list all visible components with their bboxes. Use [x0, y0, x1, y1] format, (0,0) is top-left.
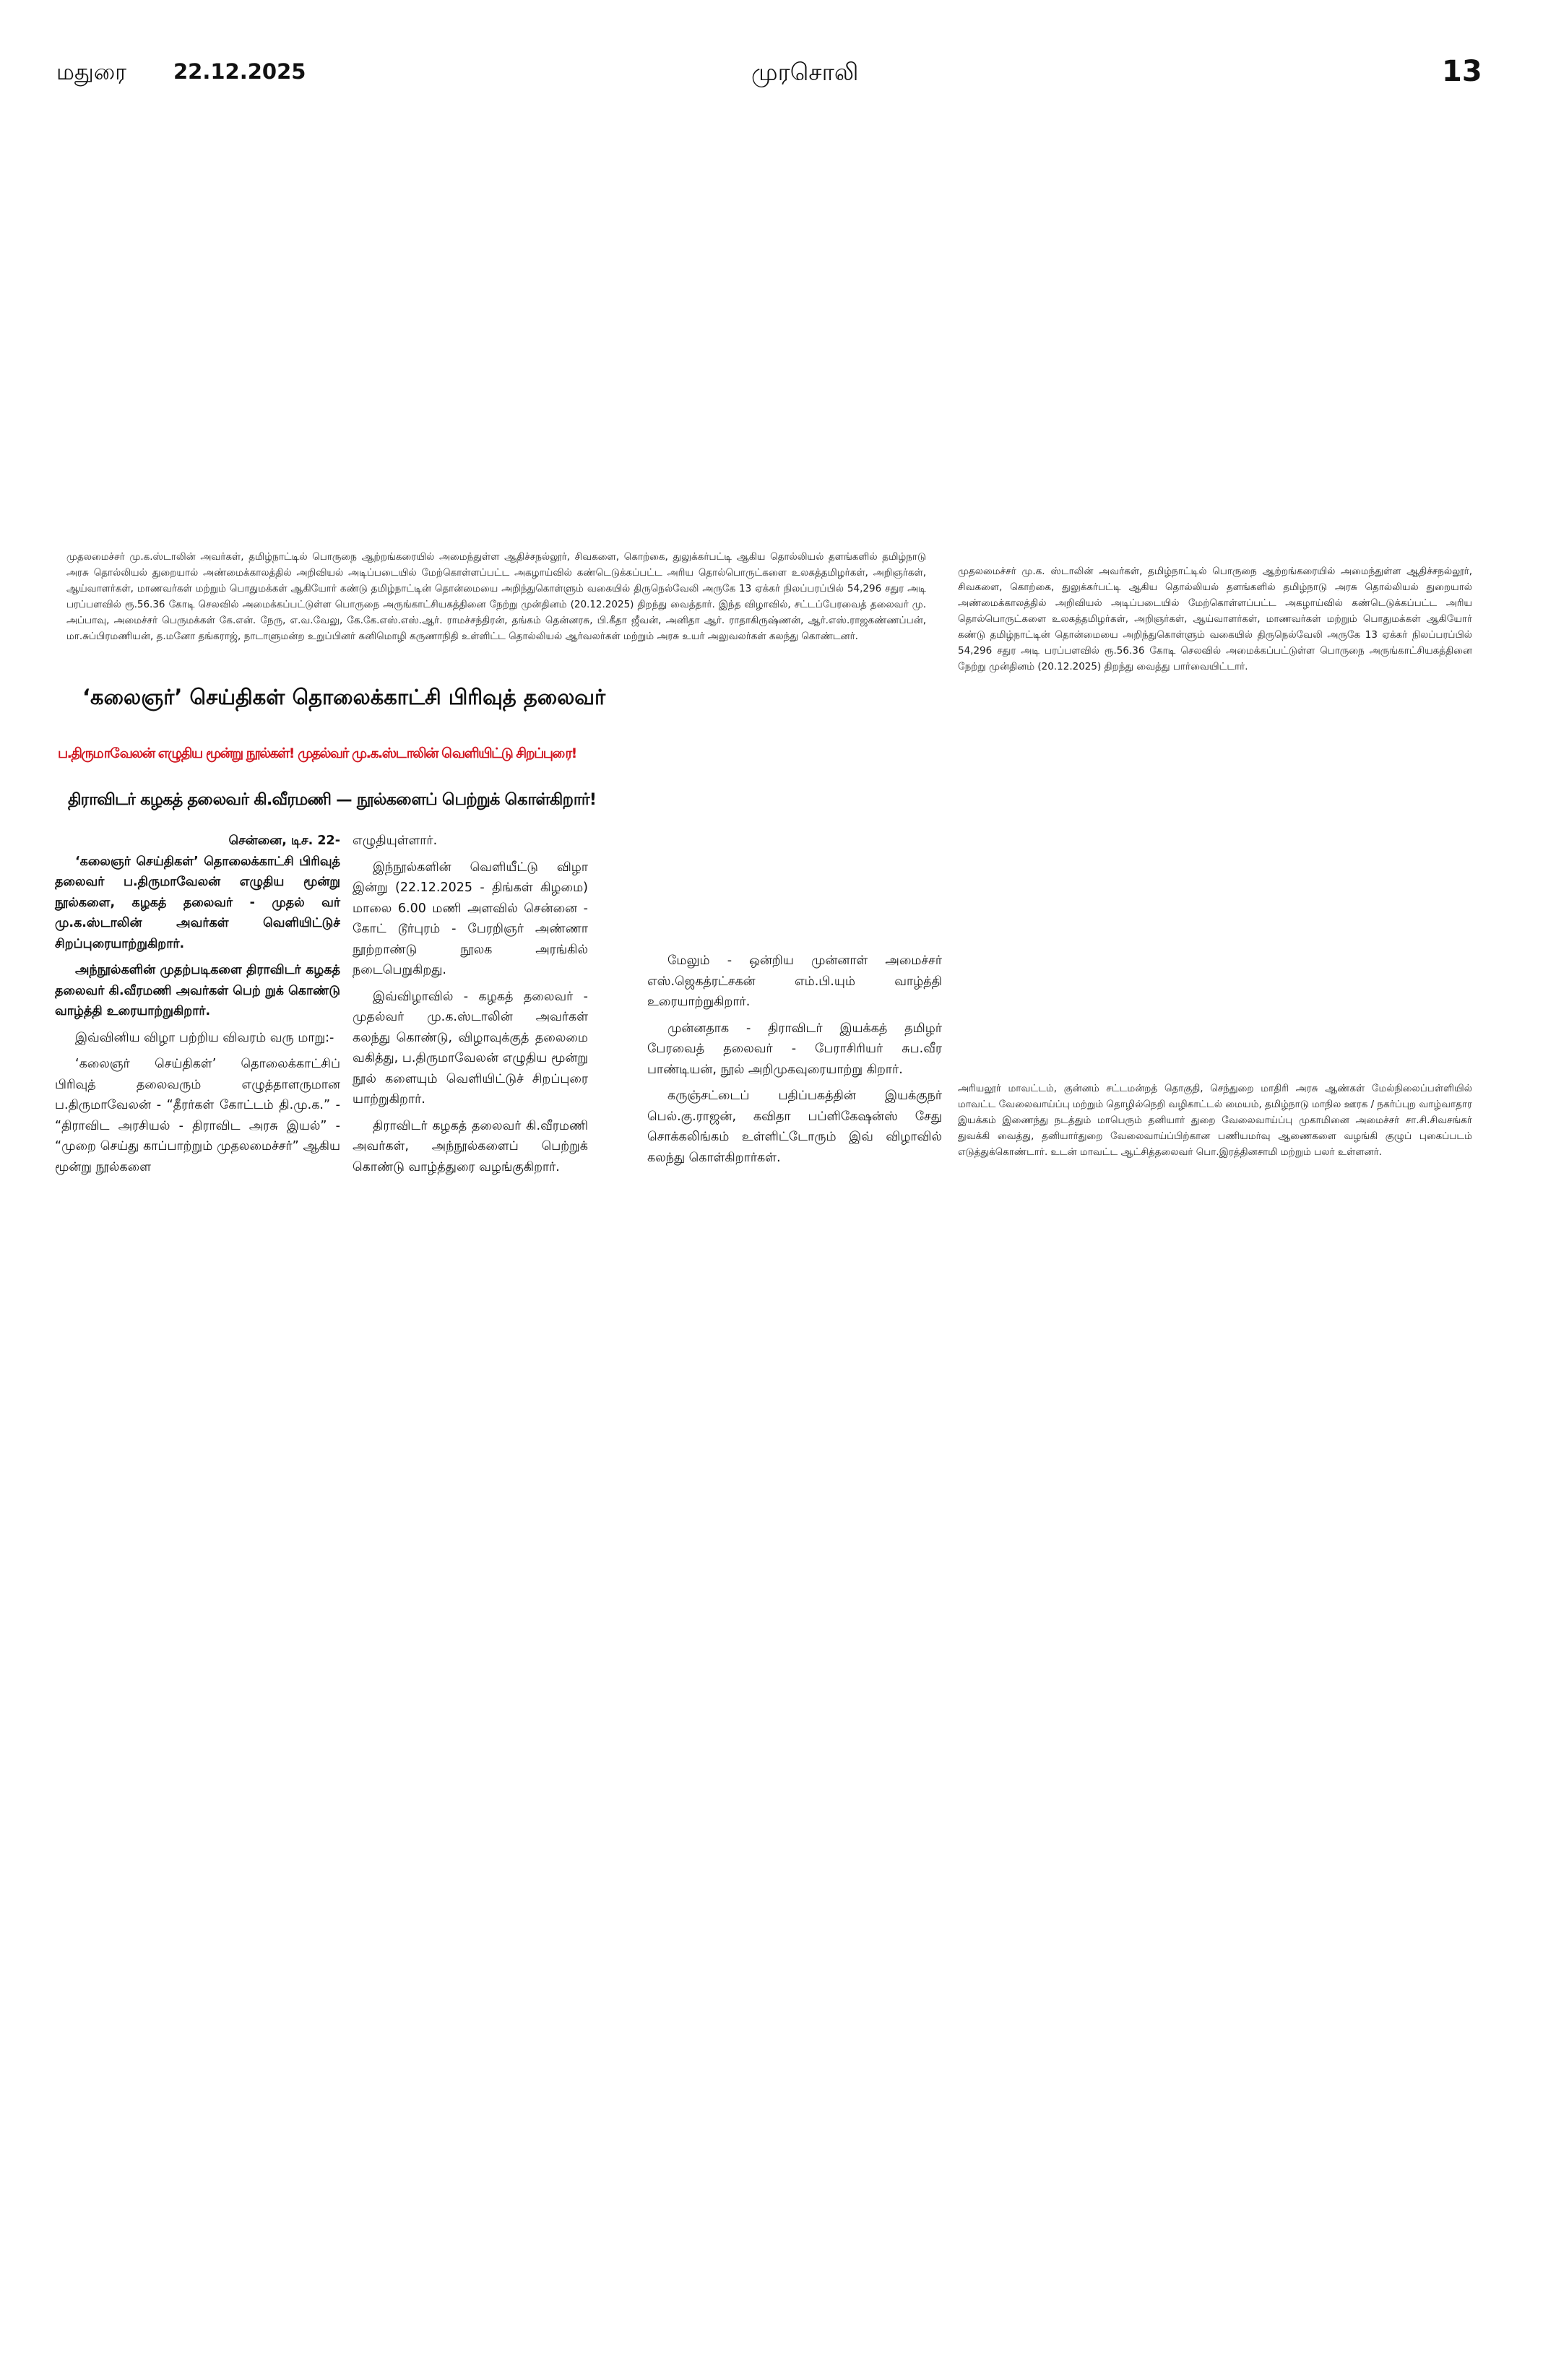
header-date: 22.12.2025: [173, 59, 306, 84]
article-paragraph: ‘கலைஞர் செய்திகள்’ தொலைக்காட்சி பிரிவுத் தலைவர் ப.திருமாவேலன் எழுதிய மூன்று நூல்களை, கழகத் தலைவர் - முதல் வர் மு.க.ஸ்டாலின் அவர்கள் வெளியிட்டுச் சிறப்புரையாற்றுகிறார்.: [55, 854, 340, 951]
article-headline: ப.திருமாவேலன் எழுதிய மூன்று நூல்கள்! முதல்வர் மு.க.ஸ்டாலின் வெளியிட்டு சிறப்புரை!: [58, 745, 576, 761]
article-paragraph: இந்நூல்களின் வெளியீட்டு விழா இன்று (22.12.2025 - திங்கள் கிழமை) மாலை 6.00 மணி அளவில் சென்னை - கோட் டூர்புரம் - பேரறிஞர் அண்ணா நூற்றாண்டு நூலக அரங்கில் நடைபெறுகிறது.: [353, 860, 588, 977]
article-dateline: சென்னை, டிச. 22-: [228, 834, 340, 848]
article-paragraph: எழுதியுள்ளார்.: [353, 834, 438, 848]
photo-caption-right-bottom: அரியலூர் மாவட்டம், குன்னம் சட்டமன்றத் தொகுதி, செந்துறை மாதிரி அரசு ஆண்கள் மேல்நிலைப்பள்ளியில் மாவட்ட வேலைவாய்ப்பு மற்றும் தொழில்நெறி வழிகாட்டல் மையம், தமிழ்நாடு மாநில ஊரக / நகர்ப்புற வாழ்வாதார இயக்கம் இணைந்து நடத்தும் மாபெரும் தனியார் துறை வேலைவாய்ப்பு முகாமினை அமைச்சர் சா.சி.சிவசங்கர் துவக்கி வைத்து, தனியார்துறை வேலைவாய்ப்பிற்கான பணியமர்வு ஆணைகளை வழங்கி குழுப் புகைப்படம் எடுத்துக்கொண்டார். உடன் மாவட்ட ஆட்சித்தலைவர் பொ.இரத்தினசாமி மற்றும் பலர் உள்ளனர்.: [958, 1083, 1472, 1158]
photo-caption-right-top: முதலமைச்சர் மு.க. ஸ்டாலின் அவர்கள், தமிழ்நாட்டில் பொருநை ஆற்றங்கரையில் அமைந்துள்ள ஆதிச்சநல்லூர், சிவகளை, கொற்கை, துலுக்கர்பட்டி ஆகிய தொல்லியல் தளங்களில் தமிழ்நாடு அரசு தொல்லியல் துறையால் அண்மைக்காலத்தில் அறிவியல் அடிப்படையில் மேற்கொள்ளப்பட்ட அகழாய்வில் கண்டெடுக்கப்பட்ட அரிய தொல்பொருட்களை உலகத்தமிழர்கள், அறிஞர்கள், ஆய்வாளர்கள், மாணவர்கள் மற்றும் பொதுமக்கள் ஆகியோர் கண்டு தமிழ்நாட்டின் தொன்மையை அறிந்துகொள்ளும் வகையில் திருநெல்வேலி அருகே 13 ஏக்கர் நிலப்பரப்பில் 54,296 சதுர அடி பரப்பளவில் ரூ.56.36 கோடி செலவில் அமைக்கப்பட்டுள்ள பொருநை அருங்காட்சியகத்தினை நேற்று முன்தினம் (20.12.2025) திறந்து வைத்து பார்வையிட்டார்.: [958, 566, 1472, 672]
article-paragraph: கருஞ்சட்டைப் பதிப்பகத்தின் இயக்குநர் பெல்.கு.ராஜன், கவிதா பப்ளிகேஷன்ஸ் சேது சொக்கலிங்கம் உள்ளிட்டோரும் இவ் விழாவில் கலந்து கொள்கிறார்கள்.: [647, 1089, 942, 1165]
article-paragraph: இவ்வினிய விழா பற்றிய விவரம் வரு மாறு:-: [75, 1030, 334, 1045]
article-paragraph: முன்னதாக - திராவிடர் இயக்கத் தமிழர் பேரவைத் தலைவர் - பேராசிரியர் சுப.வீர பாண்டியன், நூல் அறிமுகவுரையாற்று கிறார்.: [647, 1021, 942, 1077]
article-column-3: [647, 951, 942, 1174]
photo-caption-left: முதலமைச்சர் மு.க.ஸ்டாலின் அவர்கள், தமிழ்நாட்டில் பொருநை ஆற்றங்கரையில் அமைந்துள்ள ஆதிச்சநல்லூர், சிவகளை, கொற்கை, துலுக்கர்பட்டி ஆகிய தொல்லியல் தளங்களில் தமிழ்நாடு அரசு தொல்லியல் துறையால் அண்மைக்காலத்தில் அறிவியல் அடிப்படையில் மேற்கொள்ளப்பட்ட அகழாய்வில் கண்டெடுக்கப்பட்ட அரிய தொல்பொருட்களை உலகத்தமிழர்கள், அறிஞர்கள், ஆய்வாளர்கள், மாணவர்கள் மற்றும் பொதுமக்கள் ஆகியோர் கண்டு தமிழ்நாட்டின் தொன்மையை அறிந்துகொள்ளும் வகையில் திருநெல்வேலி அருகே 13 ஏக்கர் நிலப்பரப்பில் 54,296 சதுர அடி பரப்பளவில் ரூ.56.36 கோடி செலவில் அமைக்கப்பட்டுள்ள பொருநை அருங்காட்சியகத்தினை நேற்று முன்தினம் (20.12.2025) திறந்து வைத்தார். இந்த விழாவில், சட்டப்பேரவைத் தலைவர் மு. அப்பாவு, அமைச்சர் பெருமக்கள் கே.என். நேரு, எ.வ.வேலு, கே.கே.எஸ்.எஸ்.ஆர். ராமச்சந்திரன், தங்கம் தென்னரசு, பி.கீதா ஜீவன், அனிதா ஆர். ராதாகிருஷ்ணன், ஆர்.எஸ்.ராஜகண்ணப்பன், மா.சுப்பிரமணியன், த.மனோ தங்கராஜ், நாடாளுமன்ற உறுப்பினர் கனிமொழி கருணாநிதி உள்ளிட்ட தொல்லியல் ஆர்வலர்கள் மற்றும் அரசு உயர் அலுவலர்கள் கலந்து கொண்டனர்.: [66, 551, 926, 642]
article-paragraph: மேலும் - ஒன்றிய முன்னாள் அமைச்சர் எஸ்.ஜெகத்ரட்சகன் எம்.பி.யும் வாழ்த்தி உரையாற்றுகிறார்.: [647, 953, 942, 1009]
article-paragraph: அந்நூல்களின் முதற்படிகளை திராவிடர் கழகத் தலைவர் கி.வீரமணி அவர்கள் பெற் றுக் கொண்டு வாழ்த்தி உரையாற்றுகிறார்.: [55, 963, 340, 1018]
article-paragraph: இவ்விழாவில் - கழகத் தலைவர் - முதல்வர் மு.க.ஸ்டாலின் அவர்கள் கலந்து கொண்டு, விழாவுக்குத் தலைமை வகித்து, ப.திருமாவேலன் எழுதிய மூன்று நூல் களையும் வெளியிட்டுச் சிறப்புரை யாற்றுகிறார்.: [353, 989, 588, 1107]
article-column-2: [353, 831, 588, 1183]
header-city: மதுரை: [56, 59, 127, 85]
header-paper-name: முரசொலி: [751, 58, 859, 86]
article-paragraph: திராவிடர் கழகத் தலைவர் கி.வீரமணி அவர்கள், அந்நூல்களைப் பெற்றுக் கொண்டு வாழ்த்துரை வழங்குகிறார்.: [353, 1118, 588, 1174]
article-column-1: [55, 831, 340, 1183]
header-page-number: 13: [1442, 55, 1482, 88]
article-kicker: ‘கலைஞர்’ செய்திகள் தொலைக்காட்சி பிரிவுத் தலைவர்: [82, 685, 606, 709]
article-paragraph: ‘கலைஞர் செய்திகள்’ தொலைக்காட்சிப் பிரிவுத் தலைவரும் எழுத்தாளருமான ப.திருமாவேலன் - “தீரர்கள் கோட்டம் தி.மு.க.” - “திராவிட அரசியல் - திராவிட அரசு இயல்” - “முறை செய்து காப்பாற்றும் முதலமைச்சர்” ஆகிய மூன்று நூல்களை: [55, 1057, 340, 1174]
article-subhead: திராவிடர் கழகத் தலைவர் கி.வீரமணி — நூல்களைப் பெற்றுக் கொள்கிறார்!: [68, 790, 597, 809]
